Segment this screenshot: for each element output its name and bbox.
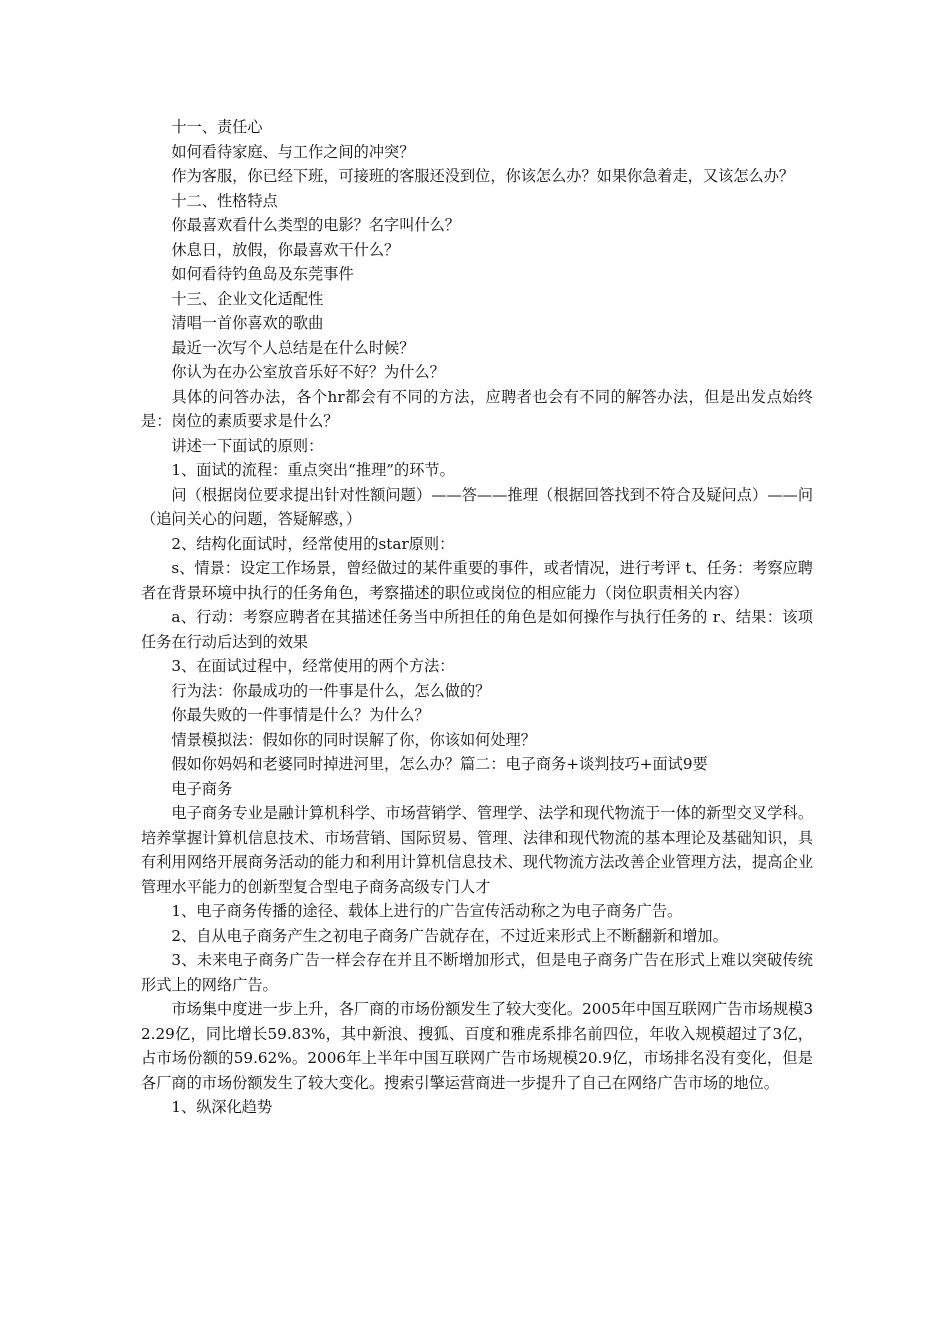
paragraph-river-question: 假如你妈妈和老婆同时掉进河里，怎么办？篇二：电子商务+谈判技巧+面试9要	[171, 755, 708, 773]
paragraph-qa-methods: 具体的问答办法，各个hr都会有不同的方法，应聘者也会有不同的解答办法，但是出发点始终是：岗位的素质要求是什么？	[141, 387, 813, 430]
paragraph-ecommerce-ad-history: 2、自从电子商务产生之初电子商务广告就存在，不过近来形式上不断翻新和增加。	[171, 926, 728, 945]
section-heading-personality: 十二、性格特点	[171, 191, 278, 210]
question-customer-service-shift: 作为客服，你已经下班，可接班的客服还没到位，你该怎么办？如果你急着走，又该怎么办？	[171, 167, 795, 185]
paragraph-ecommerce-ad-future: 3、未来电子商务广告一样会存在并且不断增加形式，但是电子商务广告在形式上难以突破传统形式上的网络广告。	[141, 951, 813, 994]
document-page	[141, 115, 813, 1120]
question-family-work-conflict: 如何看待家庭、与工作之间的冲突？	[171, 142, 415, 161]
paragraph-ecommerce-ad-definition: 1、电子商务传播的途径、载体上进行的广告宣传活动称之为电子商务广告。	[171, 902, 683, 920]
paragraph-star-principle: 2、结构化面试时，经常使用的star原则：	[171, 534, 455, 553]
paragraph-interview-principles: 讲述一下面试的原则：	[171, 436, 324, 455]
paragraph-star-action-result: a、行动：考察应聘者在其描述任务当中所担任的角色是如何操作与执行任务的 r、结果：该项任务在行动后达到的效果	[141, 608, 813, 651]
paragraph-biggest-failure: 你最失败的一件事情是什么？为什么？	[171, 706, 430, 724]
question-current-events: 如何看待钓鱼岛及东莞事件	[171, 265, 354, 283]
question-personal-summary: 最近一次写个人总结是在什么时候？	[171, 338, 415, 357]
question-office-music: 你认为在办公室放音乐好不好？为什么？	[171, 363, 445, 381]
section-heading-ecommerce: 电子商务	[171, 779, 233, 798]
paragraph-market-concentration: 市场集中度进一步上升，各厂商的市场份额发生了较大变化。2005年中国互联网广告市场规模32.29亿，同比增长59.83%，其中新浪、搜狐、百度和雅虎系排名前四位，年收入规模超过了3亿，占市场份额的59.62%。2006年上半年中国互联网广告市场规模20.9亿，市场排名没有变化，但是各厂商的市场份额发生了较大变化。搜索引擎运营商进一步提升了自己在网络广告市场的地位。	[141, 1000, 813, 1092]
paragraph-interview-process: 1、面试的流程：重点突出“推理”的环节。	[171, 461, 455, 479]
paragraph-ecommerce-major: 电子商务专业是融计算机科学、市场营销学、管理学、法学和现代物流于一体的新型交叉学科。培养掌握计算机信息技术、市场营销、国际贸易、管理、法律和现代物流的基本理论及基础知识，具有利用网络开展商务活动的能力和利用计算机信息技术、现代物流方法改善企业管理方法，提高企业管理水平能力的创新型复合型电子商务高级专门人才	[141, 804, 813, 896]
section-heading-responsibility: 十一、责任心	[171, 118, 263, 136]
paragraph-behavior-method: 行为法：你最成功的一件事是什么，怎么做的？	[171, 681, 491, 700]
paragraph-two-methods: 3、在面试过程中，经常使用的两个方法：	[171, 657, 455, 675]
question-sing-song: 清唱一首你喜欢的歌曲	[171, 314, 324, 332]
question-holiday-activity: 休息日，放假，你最喜欢干什么？	[171, 240, 400, 259]
paragraph-scenario-method: 情景模拟法：假如你的同时误解了你，你该如何处理？	[171, 730, 536, 749]
section-heading-culture-fit: 十三、企业文化适配性	[171, 289, 324, 308]
paragraph-star-situation-task: s、情景：设定工作场景，曾经做过的某件重要的事件，或者情况，进行考评 t、任务：考察应聘者在背景环境中执行的任务角色，考察描述的职位或岗位的相应能力（岗位职责相关内容）	[141, 559, 813, 602]
question-favorite-movie: 你最喜欢看什么类型的电影？名字叫什么？	[171, 216, 460, 234]
paragraph-question-answer-reasoning: 问（根据岗位要求提出针对性额问题）——答——推理（根据回答找到不符合及疑问点）——问（追问关心的问题，答疑解惑，）	[141, 485, 813, 528]
paragraph-depth-trend: 1、纵深化趋势	[171, 1098, 273, 1116]
